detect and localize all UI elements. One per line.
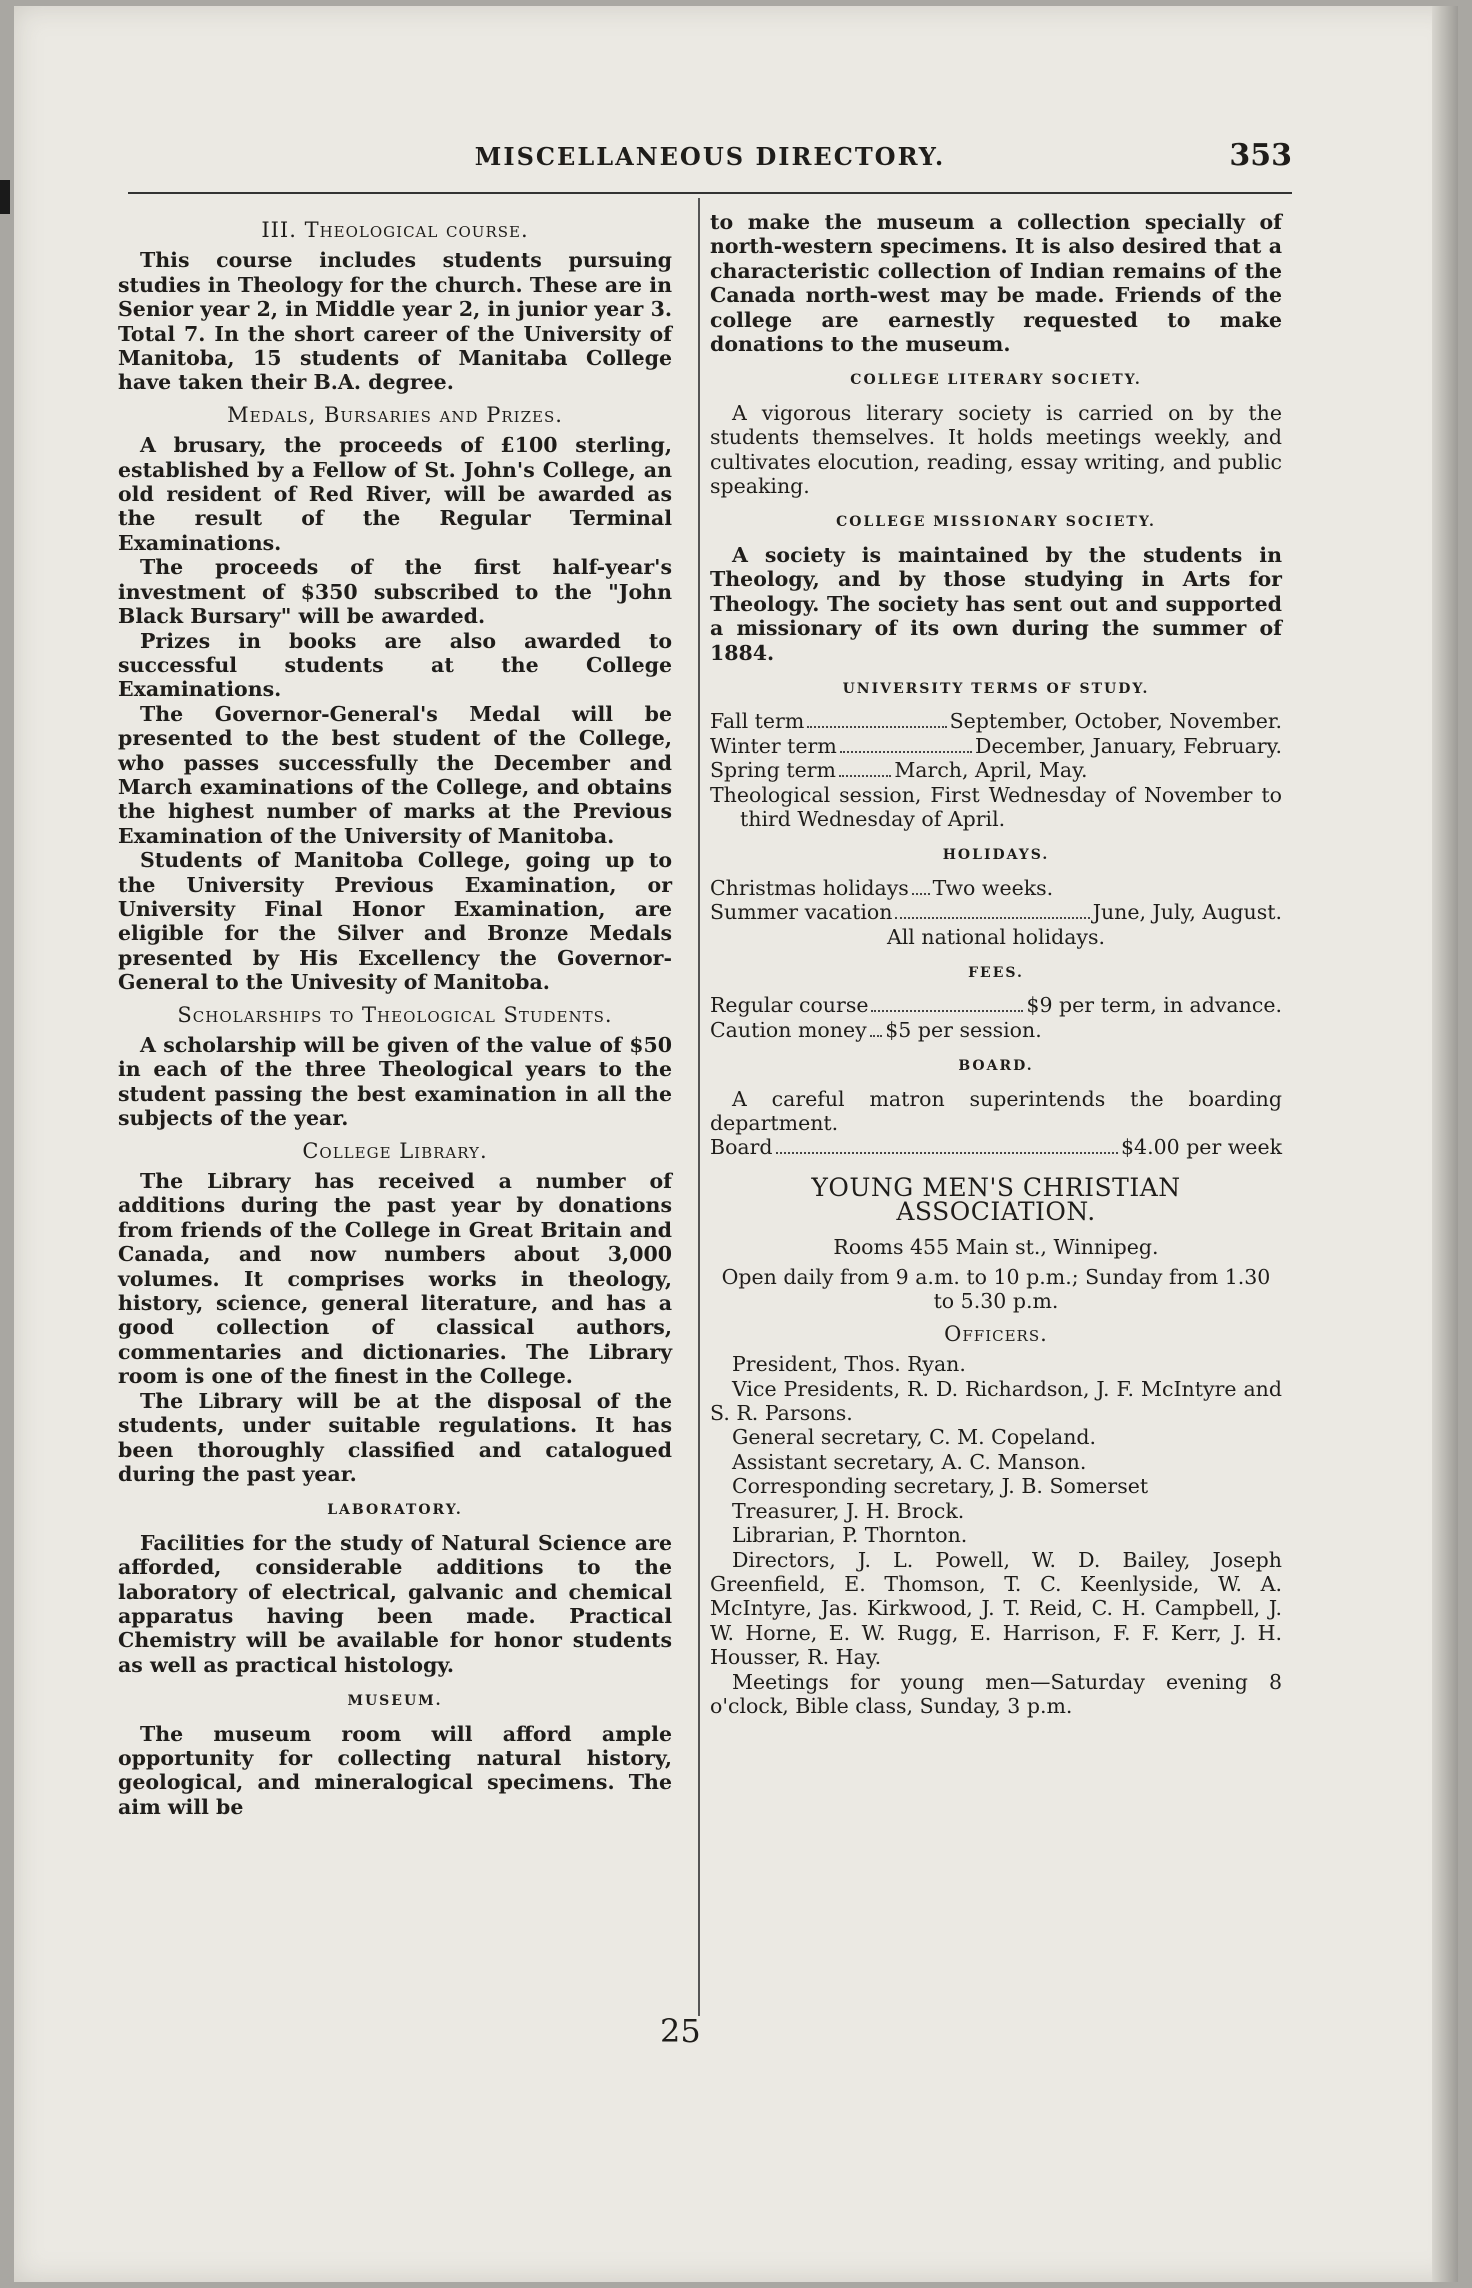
dot-leader — [807, 726, 946, 728]
fee-row — [710, 993, 1282, 1017]
column-divider — [698, 198, 700, 2016]
term-value: December, January, February. — [975, 733, 1282, 758]
term-row — [710, 734, 1282, 758]
scholarships-text: A scholarship will be given of the value of $50 in each of the three Theological years to the student passing the best examination in all the subjects of the year. — [118, 1033, 672, 1131]
term-row — [710, 709, 1282, 733]
officer-entry: Treasurer, J. H. Brock. — [732, 1498, 965, 1523]
theological-session: Theological session, First Wednesday of November to third Wednesday of April. — [710, 782, 1282, 831]
holiday-value: June, July, August. — [1092, 900, 1282, 925]
officers-heading: Officers. — [944, 1321, 1048, 1346]
missionary-heading: COLLEGE MISSIONARY SOCIETY. — [836, 514, 1156, 531]
ymca-heading: YOUNG MEN'S CHRISTIAN ASSOCIATION. — [811, 1172, 1181, 1227]
officer-entry: President, Thos. Ryan. — [732, 1352, 966, 1377]
fee-label: Caution money — [710, 1017, 867, 1042]
museum-heading: MUSEUM. — [347, 1693, 443, 1710]
missionary-text: A society is maintained by the students in Theology, and by those studying in Arts for Theology. The society has sent out and supported a missionary of its own during the summer of 1884. — [710, 542, 1282, 665]
fees-heading: FEES. — [968, 964, 1024, 981]
term-row — [710, 758, 1088, 782]
page-edge — [1432, 6, 1458, 2282]
dot-leader — [871, 1010, 1023, 1012]
medals-paragraph: The Governor-General's Medal will be presented to the best student of the College, who passes successfully the December and March examinations of the College, and obtains the highest number of marks at the Previous Examination of the University of Manitoba. — [118, 701, 672, 848]
scholarships-heading: Scholarships to Theological Students. — [177, 1002, 613, 1027]
library-paragraph: The Library will be at the disposal of the students, under suitable regulations. It has been thoroughly classified and catalogued during the past year. — [118, 1388, 672, 1486]
holiday-row — [710, 876, 1053, 900]
board-row — [710, 1135, 1282, 1159]
board-value: $4.00 per week — [1120, 1135, 1282, 1160]
medals-heading: Medals, Bursaries and Prizes. — [227, 402, 563, 427]
dot-leader — [839, 775, 891, 777]
officer-entry: Corresponding secretary, J. B. Somerset — [732, 1474, 1149, 1499]
page-number: 353 — [1229, 138, 1292, 173]
laboratory-heading: LABORATORY. — [327, 1502, 463, 1519]
dot-leader — [870, 1035, 883, 1037]
board-text: A careful matron superintends the boarding department. — [710, 1086, 1282, 1135]
officer-entry: General secretary, C. M. Copeland. — [732, 1425, 1097, 1450]
theology-heading: III. Theological course. — [261, 218, 529, 242]
officer-entry: Assistant secretary, A. C. Manson. — [732, 1449, 1087, 1474]
fee-value: $9 per term, in advance. — [1026, 993, 1282, 1018]
officer-entry: Librarian, P. Thornton. — [732, 1523, 968, 1548]
term-label: Winter term — [710, 733, 837, 758]
running-title: MISCELLANEOUS DIRECTORY. — [474, 142, 946, 171]
page-header — [128, 138, 1292, 190]
literary-text: A vigorous literary society is carried on by the students themselves. It holds meetings weekly, and cultivates elocution, reading, essay writing, and public speaking. — [710, 400, 1282, 499]
holidays-note: All national holidays. — [886, 924, 1106, 949]
holiday-value: Two weeks. — [932, 875, 1054, 900]
fee-label: Regular course — [710, 993, 869, 1018]
dot-leader — [840, 751, 972, 753]
term-value: September, October, November. — [949, 709, 1282, 734]
officer-entry: Directors, J. L. Powell, W. D. Bailey, Joseph Greenfield, E. Thomson, T. C. Keenlyside, W. A. McIntyre, Jas. Kirkwood, J. T. Reid, C. H. Campbell, J. W. Horne, E. W. Rugg, E. Harrison, F. F. Kerr, J. H. Housser, R. Hay. — [710, 1547, 1282, 1670]
dot-leader — [895, 917, 1089, 919]
holiday-label: Summer vacation — [710, 900, 893, 925]
terms-heading: UNIVERSITY TERMS OF STUDY. — [842, 680, 1150, 697]
header-rule — [128, 192, 1292, 194]
medals-paragraph: Students of Manitoba College, going up to the University Previous Examination, or University Final Honor Examination, are eligible for the Silver and Bronze Medals presented by His Excellency the Governor-General to the Univesity of Manitoba. — [118, 848, 672, 995]
laboratory-text: Facilities for the study of Natural Science are afforded, considerable additions to the laboratory of electrical, galvanic and chemical apparatus having been made. Practical Chemistry will be available for honor students as well as practical histology. — [118, 1530, 672, 1677]
term-label: Spring term — [710, 758, 836, 783]
museum-continued: to make the museum a collection specially of north-western specimens. It is also desired that a characteristic collection of Indian remains of the Canada north-west may be made. Friends of the college are earnestly requested to make donations to the museum. — [710, 210, 1282, 357]
signature-mark: 25 — [660, 2012, 701, 2050]
ymca-rooms: Rooms 455 Main st., Winnipeg. — [833, 1234, 1159, 1259]
holidays-heading: HOLIDAYS. — [942, 847, 1050, 864]
officer-entry: Vice Presidents, R. D. Richardson, J. F. McIntyre and S. R. Parsons. — [710, 1376, 1282, 1426]
dot-leader — [776, 1152, 1118, 1154]
holiday-label: Christmas holidays — [710, 875, 909, 900]
medals-paragraph: A brusary, the proceeds of £100 sterling, established by a Fellow of St. John's College, an old resident of Red River, will be awarded as the result of the Regular Terminal Examinations. — [118, 433, 672, 555]
board-heading: BOARD. — [958, 1058, 1034, 1075]
officer-entry: Meetings for young men—Saturday evening 8 o'clock, Bible class, Sunday, 3 p.m. — [710, 1669, 1282, 1718]
medals-paragraph: Prizes in books are also awarded to successful students at the College Examinations. — [118, 628, 672, 702]
fee-value: $5 per session. — [885, 1017, 1042, 1042]
term-value: March, April, May. — [894, 758, 1088, 783]
left-column — [118, 210, 672, 1819]
ymca-hours: Open daily from 9 a.m. to 10 p.m.; Sunday from 1.30 to 5.30 p.m. — [721, 1265, 1271, 1314]
holiday-row — [710, 900, 1282, 924]
literary-heading: COLLEGE LITERARY SOCIETY. — [850, 372, 1142, 389]
theology-text: This course includes students pursuing studies in Theology for the church. These are in Senior year 2, in Middle year 2, in junior year 3. Total 7. In the short career of the University of Manitoba, 15 students of Manitaba College have taken their B.A. degree. — [118, 248, 672, 395]
fee-row — [710, 1018, 1042, 1042]
medals-paragraph: The proceeds of the first half-year's investment of $350 subscribed to the "John Black Bursary" will be awarded. — [118, 555, 672, 629]
library-heading: College Library. — [302, 1138, 488, 1163]
board-label: Board — [710, 1135, 773, 1160]
right-column — [710, 210, 1282, 1718]
binding-mark — [0, 180, 10, 214]
museum-text: The museum room will afford ample opportunity for collecting natural history, geological, and mineralogical specimens. The aim will be — [118, 1721, 672, 1819]
library-paragraph: The Library has received a number of additions during the past year by donations from friends of the College in Great Britain and Canada, and now numbers about 3,000 volumes. It comprises works in theology, history, science, general literature, and has a good collection of classical authors, commentaries and dictionaries. The Library room is one of the finest in the College. — [118, 1169, 672, 1389]
term-label: Fall term — [710, 709, 805, 734]
dot-leader — [912, 893, 930, 895]
